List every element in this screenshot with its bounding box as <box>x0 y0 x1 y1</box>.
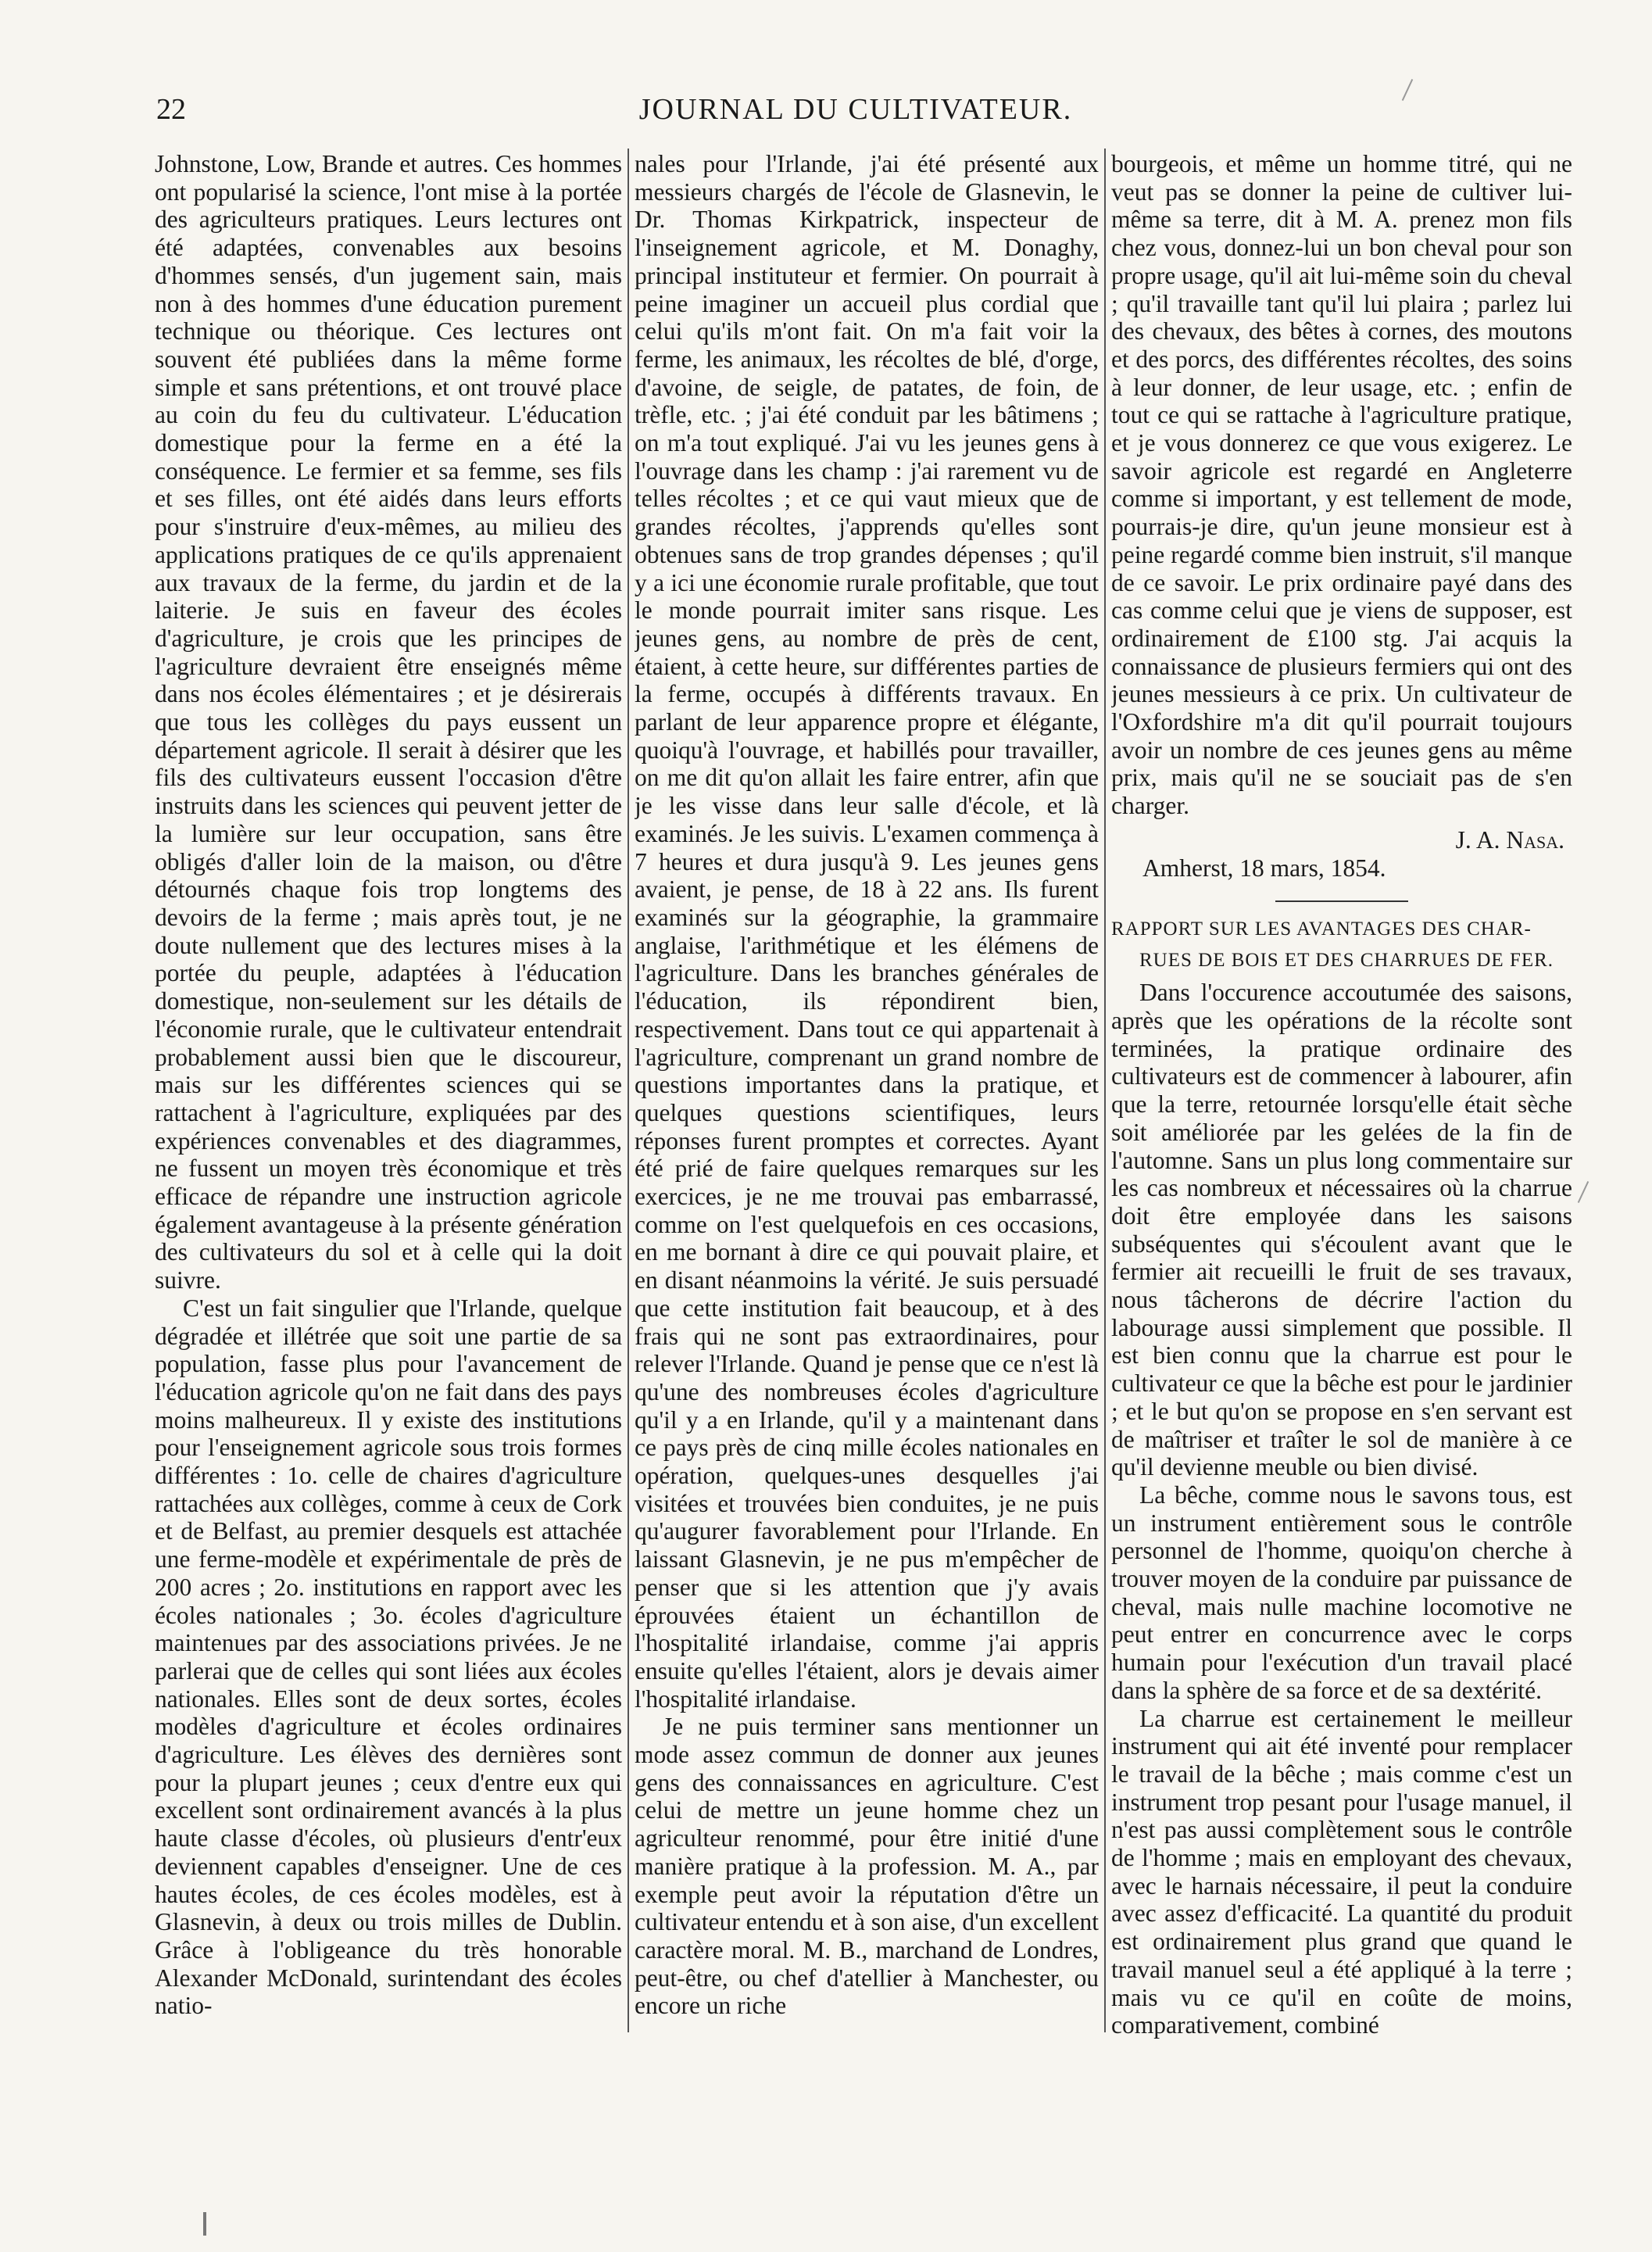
section-title-continued: RUES DE BOIS ET DES CHARRUES DE FER. <box>1139 950 1554 972</box>
section-separator <box>1275 900 1408 902</box>
paragraph: Dans l'occurence accoutumée des saisons, après que les opérations de la récolte sont terminées, la pratique ordinaire des cultivateurs est de commencer à labourer, afin que la terre, retournée lorsqu'elle était sèche soit améliorée par les gelées de la fin de l'automne. Sans un plus long commentaire sur les cas nombreux et nécessaires où la charrue doit être employée dans les saisons subséquentes qui s'écoulent avant que le fermier ait recueilli le fruit de ses travaux, nous tâcherons de décrire l'action du labourage aussi simplement que possible. Il est bien connu que la charrue est pour le cultivateur ce que la bêche est pour le jardinier ; et le but qu'on se propose en s'en servant est de maîtriser et traîter le sol de manière à ce qu'il devienne meuble ou bien divisé. <box>1111 979 1572 1481</box>
paragraph: La charrue est certainement le meilleur instrument qui ait été inventé pour remplacer le travail de la bêche ; mais comme c'est un instrument trop pesant pour l'usage manuel, il n'est pas aussi complètement sous le contrôle de l'homme ; mais en employant des chevaux, avec le harnais nécessaire, il peut la conduire avec assez d'efficacité. La quantité du produit est ordinairement plus grand que quand le travail manuel seul a été appliqué à la terre ; mais vu ce qu'il en coûte de moins, comparativement, combiné <box>1111 1704 1572 2039</box>
text-column-1 <box>155 150 622 2042</box>
paragraph: La bêche, comme nous le savons tous, est un instrument entièrement sous le contrôle personnel de l'homme, quoiqu'on cherche à trouver moyen de la conduire par puissance de cheval, mais nulle machine locomotive ne peut entrer en concurrence avec le corps humain pour l'exécution d'un travail placé dans la sphère de sa force et de sa dextérité. <box>1111 1480 1572 1704</box>
author-signature: J. A. Nasa. <box>1455 825 1564 854</box>
page-edge-mark <box>203 2212 206 2236</box>
page-header <box>156 92 1555 131</box>
dateline: Amherst, 18 mars, 1854. <box>1142 854 1386 882</box>
text-column-3 <box>1111 150 1572 2042</box>
column-divider <box>628 149 629 2032</box>
text-column-2 <box>635 150 1099 2042</box>
column-divider <box>1104 149 1106 2032</box>
paragraph: C'est un fait singulier que l'Irlande, quelque dégradée et illétrée que soit une partie de sa population, fasse plus pour l'avancement de l'éducation agricole qu'on ne fait dans des pays moins malheureux. Il y existe des institutions pour l'enseignement agricole sous trois formes différentes : 1o. celle de chaires d'agriculture rattachées aux collèges, comme à ceux de Cork et de Belfast, au premier desquels est attachée une ferme-modèle et expérimentale de près de 200 acres ; 2o. institutions en rapport avec les écoles nationales ; 3o. écoles d'agriculture maintenues par des associations privées. Je ne parlerai que de celles qui sont liées aux écoles nationales. Elles sont de deux sortes, écoles modèles d'agriculture et écoles ordinaires d'agriculture. Les élèves des dernières sont pour la plupart jeunes ; ceux d'entre eux qui excellent sont ordinairement avancés à la plus haute classe d'écoles, où plusieurs d'entr'eux deviennent capables d'enseigner. Une de ces hautes écoles, de ces écoles modèles, est à Glasnevin, à deux ou trois milles de Dublin. Grâce à l'obligeance du très honorable Alexander McDonald, surintendant des écoles natio- <box>155 1294 622 2020</box>
paragraph: Je ne puis terminer sans mentionner un mode assez commun de donner aux jeunes gens des connaissances en agriculture. C'est celui de mettre un jeune homme chez un agriculteur renommé, pour être initié d'une manière pratique à la profession. M. A., par exemple peut avoir la réputation d'être un cultivateur entendu et à son aise, d'un excellent caractère moral. M. B., marchand de Londres, peut-être, ou chef d'atellier à Manchester, ou encore un riche <box>635 1713 1099 2020</box>
page-number: 22 <box>156 93 186 126</box>
paragraph: Johnstone, Low, Brande et autres. Ces hommes ont popularisé la science, l'ont mise à la portée des agriculteurs pratiques. Leurs lectures ont été adaptées, convenables aux besoins d'hommes sensés, d'un jugement sain, mais non à des hommes d'une éducation purement technique ou théorique. Ces lectures ont souvent été publiées dans la même forme simple et sans prétentions, et ont trouvé place au coin du feu du cultivateur. L'éducation domestique pour la ferme en a été la conséquence. Le fermier et sa femme, ses fils et ses filles, ont été aidés dans leurs efforts pour s'instruire d'eux-mêmes, au milieu des applications pratiques de ce qu'ils apprenaient aux travaux de la ferme, du jardin et de la laiterie. Je suis en faveur des écoles d'agriculture, je crois que les principes de l'agriculture devraient être enseignés même dans nos écoles élémentaires ; et je désirerais que tous les collèges du pays eussent un département agricole. Il serait à désirer que les fils des cultivateurs eussent l'occasion d'être instruits dans les sciences qui peuvent jetter de la lumière sur leur occupation, sans être obligés d'aller loin de la maison, ou d'être détournés chaque fois trop longtems des devoirs de la ferme ; mais après tout, je ne doute nullement que des lectures mises à la portée du peuple, adaptées à l'éducation domestique, non-seulement sur les détails de l'économie rurale, que le cultivateur entendrait probablement aussi bien que le discoureur, mais sur les différentes sciences qui se rattachent à l'agriculture, expliquées par des expériences convenables et des diagrammes, ne fussent un moyen très économique et très efficace de répandre une instruction agricole également avantageuse à la présente génération des cultivateurs du sol et à celle qui la doit suivre. <box>155 150 622 1294</box>
paragraph: nales pour l'Irlande, j'ai été présenté aux messieurs chargés de l'école de Glasnevin, le Dr. Thomas Kirkpatrick, inspecteur de l'inseignement agricole, et M. Donaghy, principal instituteur et fermier. On pourrait à peine imaginer un accueil plus cordial que celui qu'ils m'ont fait. On m'a fait voir la ferme, les animaux, les récoltes de blé, d'orge, d'avoine, de seigle, de patates, de foin, de trèfle, etc. ; j'ai été conduit par les bâtimens ; on m'a tout expliqué. J'ai vu les jeunes gens à l'ouvrage dans les champ : j'ai rarement vu de telles récoltes ; et ce qui vaut mieux que de grandes récoltes, j'apprends qu'elles sont obtenues sans de trop grandes dépenses ; qu'il y a ici une économie rurale profitable, que tout le monde pourrait imiter sans risque. Les jeunes gens, au nombre de près de cent, étaient, à cette heure, sur différentes parties de la ferme, occupés à différents travaux. En parlant de leur apparence propre et élégante, quoiqu'à l'ouvrage, et habillés pour travailler, on me dit qu'on allait les faire entrer, afin que je les visse dans leur salle d'école, et là examinés. Je les suivis. L'examen commença à 7 heures et dura jusqu'à 9. Les jeunes gens avaient, je pense, de 18 à 22 ans. Ils furent examinés sur la géographie, la grammaire anglaise, l'arithmétique et les élémens de l'agriculture. Dans les branches générales de l'éducation, ils répondirent bien, respectivement. Dans tout ce qui appartenait à l'agriculture, comprenant un grand nombre de questions importantes dans la pratique, et quelques questions scientifiques, leurs réponses furent promptes et correctes. Ayant été prié de faire quelques remarques sur les exercices, je ne me trouvai pas embarrassé, comme on l'est quelquefois en ces occasions, en me bornant à dire ce qui pouvait plaire, et en disant néanmoins la vérité. Je suis persuadé que cette institution fait beaucoup, et à des frais qui ne sont pas extraordinaires, pour relever l'Irlande. Quand je pense que ce n'est là qu'une des nombreuses écoles d'agriculture qu'il y a en Irlande, qu'il y a maintenant dans ce pays près de cinq mille écoles nationales en opération, quelques-unes desquelles j'ai visitées et trouvées bien conduites, je ne puis qu'augurer favorablement pour l'Irlande. En laissant Glasnevin, je ne pus m'empêcher de penser que si les attention que j'y avais éprouvées étaient un échantillon de l'hospitalité irlandaise, comme j'ai appris ensuite qu'elles l'étaient, alors je devais aimer l'hospitalité irlandaise. <box>635 150 1099 1713</box>
section-title: RAPPORT SUR LES AVANTAGES DES CHAR- <box>1111 918 1532 940</box>
margin-mark <box>1578 1181 1589 1203</box>
paragraph: bourgeois, et même un homme titré, qui ne veut pas se donner la peine de cultiver lui-même sa terre, dit à M. A. prenez mon fils chez vous, donnez-lui un bon cheval pour son propre usage, qu'il ait lui-même soin du cheval ; qu'il travaille tant qu'il lui plaira ; parlez lui des chevaux, des bêtes à cornes, des moutons et des porcs, des différentes récoltes, des soins à leur donner, de leur usage, etc. ; enfin de tout ce qui se rattache à l'agriculture pratique, et je vous donnerez ce que vous exigerez. Le savoir agricole est regardé en Angleterre comme si important, y est tellement de mode, pourrais-je dire, qu'un jeune monsieur est à peine regardé comme bien instruit, s'il manque de ce savoir. Le prix ordinaire payé dans des cas comme celui que je viens de supposer, est ordinairement de £100 stg. J'ai acquis la connaissance de plusieurs fermiers qui ont des jeunes messieurs à ce prix. Un cultivateur de l'Oxfordshire m'a dit qu'il pourrait toujours avoir un nombre de ces jeunes gens au même prix, mais qu'il ne se souciait pas de s'en charger. <box>1111 150 1572 820</box>
running-title: JOURNAL DU CULTIVATEUR. <box>638 93 1073 126</box>
